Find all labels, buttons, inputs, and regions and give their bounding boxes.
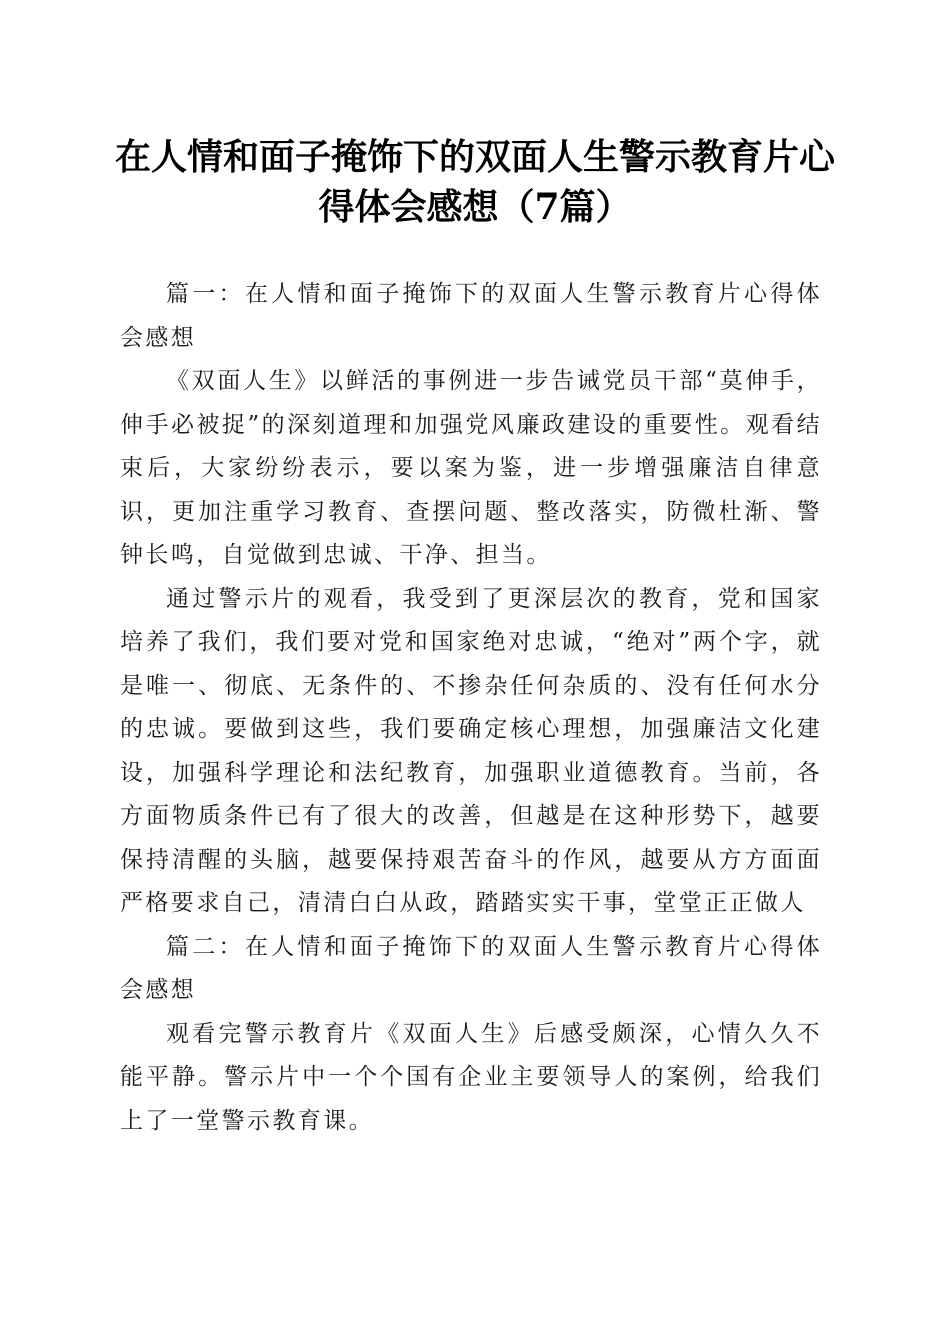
section-heading-2: 篇二：在人情和面子掩饰下的双面人生警示教育片心得体会感想 xyxy=(120,933,822,1003)
document-title: 在人情和面子掩饰下的双面人生警示教育片心得体会感想（7篇） xyxy=(114,136,835,228)
body-paragraph: 《双面人生》以鲜活的事例进一步告诫党员干部“莫伸手，伸手必被捉”的深刻道理和加强党风廉政建设的重要性。观看结束后，大家纷纷表示，要以案为鉴，进一步增强廉洁自律意识，更加注重学习教育、查摆问题、整改落实，防微杜渐、警钟长鸣，自觉做到忠诚、干净、担当。 xyxy=(120,368,822,568)
body-paragraph: 通过警示片的观看，我受到了更深层次的教育，党和国家培养了我们，我们要对党和国家绝对忠诚，“绝对”两个字，就是唯一、彻底、无条件的、不掺杂任何杂质的、没有任何水分的忠诚。要做到这些，我们要确定核心理想，加强廉洁文化建设，加强科学理论和法纪教育，加强职业道德教育。当前，各方面物质条件已有了很大的改善，但越是在这种形势下，越要保持清醒的头脑，越要保持艰苦奋斗的作风，越要从方方面面严格要求自己，清清白白从政，踏踏实实干事，堂堂正正做人 xyxy=(120,585,822,916)
body-paragraph: 观看完警示教育片《双面人生》后感受颇深，心情久久不能平静。警示片中一个个国有企业主要领导人的案例，给我们上了一堂警示教育课。 xyxy=(120,1020,822,1134)
document-body xyxy=(120,273,822,1143)
section-heading-1: 篇一：在人情和面子掩饰下的双面人生警示教育片心得体会感想 xyxy=(120,281,822,351)
